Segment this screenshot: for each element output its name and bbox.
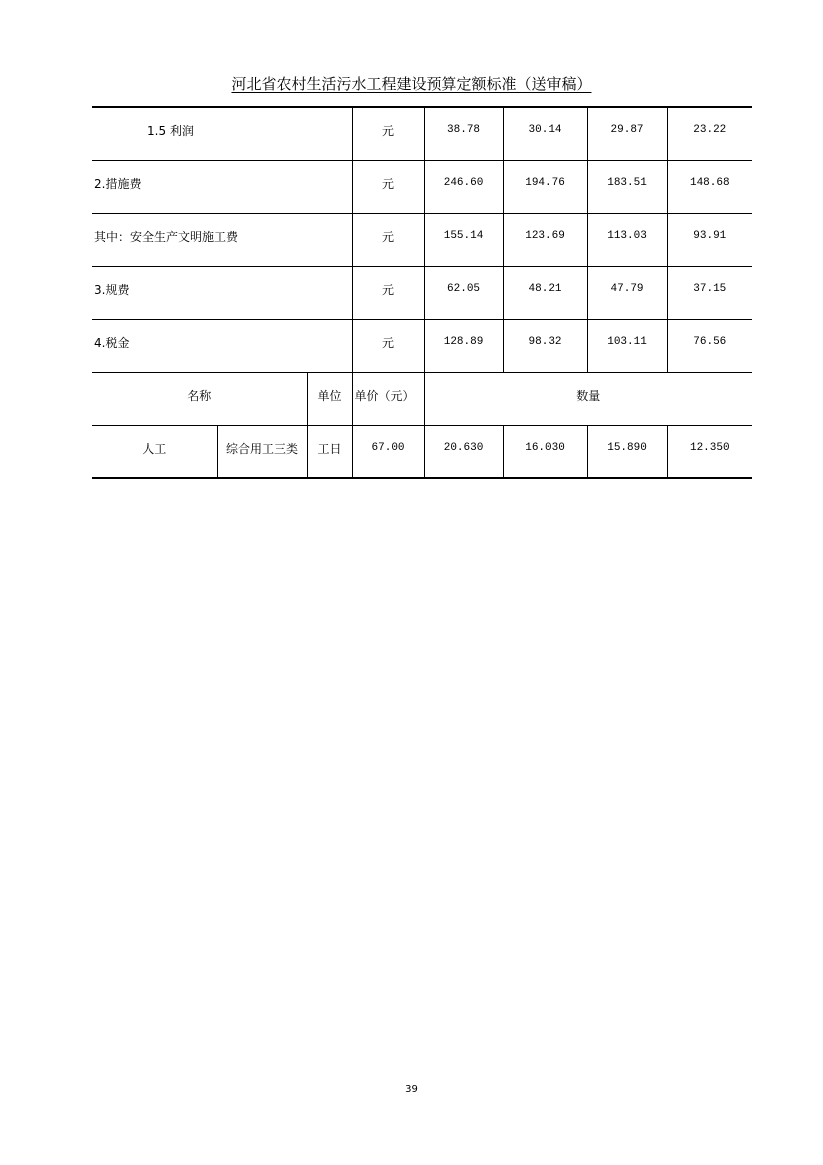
labor-item: 综合用工三类 [217, 425, 307, 478]
labor-category: 人工 [92, 425, 217, 478]
fee-unit: 元 [352, 266, 424, 319]
fee-value: 128.89 [424, 319, 503, 372]
table-row [92, 319, 752, 372]
fee-value: 47.79 [587, 266, 667, 319]
table-header-row [92, 372, 752, 425]
header-price: 单价（元） [352, 372, 424, 425]
fee-name: 其中：安全生产文明施工费 [92, 213, 352, 266]
fee-value: 30.14 [503, 107, 587, 160]
fee-value: 29.87 [587, 107, 667, 160]
fee-value: 194.76 [503, 160, 587, 213]
labor-qty: 15.890 [587, 425, 667, 478]
quota-table [92, 106, 752, 479]
fee-value: 62.05 [424, 266, 503, 319]
fee-value: 246.60 [424, 160, 503, 213]
table-row [92, 266, 752, 319]
fee-value: 37.15 [667, 266, 752, 319]
labor-qty: 16.030 [503, 425, 587, 478]
labor-qty: 12.350 [667, 425, 752, 478]
fee-value: 98.32 [503, 319, 587, 372]
fee-value: 93.91 [667, 213, 752, 266]
table-row [92, 107, 752, 160]
header-name: 名称 [92, 372, 307, 425]
table-row-labor [92, 425, 752, 478]
header-quantity: 数量 [424, 372, 752, 425]
labor-unit: 工日 [307, 425, 352, 478]
fee-name: 1.5 利润 [92, 107, 352, 160]
fee-value: 103.11 [587, 319, 667, 372]
fee-unit: 元 [352, 319, 424, 372]
fee-value: 183.51 [587, 160, 667, 213]
fee-value: 113.03 [587, 213, 667, 266]
fee-value: 48.21 [503, 266, 587, 319]
fee-name: 4.税金 [92, 319, 352, 372]
labor-qty: 20.630 [424, 425, 503, 478]
fee-value: 38.78 [424, 107, 503, 160]
fee-unit: 元 [352, 160, 424, 213]
document-title [0, 73, 823, 94]
page-number: 39 [405, 1084, 418, 1095]
fee-name: 3.规费 [92, 266, 352, 319]
fee-value: 155.14 [424, 213, 503, 266]
document-title-text: 河北省农村生活污水工程建设预算定额标准（送审稿） [231, 75, 592, 93]
fee-value: 76.56 [667, 319, 752, 372]
labor-price: 67.00 [352, 425, 424, 478]
table-row [92, 213, 752, 266]
header-unit: 单位 [307, 372, 352, 425]
fee-name: 2.措施费 [92, 160, 352, 213]
fee-value: 23.22 [667, 107, 752, 160]
table-row [92, 160, 752, 213]
fee-value: 148.68 [667, 160, 752, 213]
fee-value: 123.69 [503, 213, 587, 266]
fee-unit: 元 [352, 107, 424, 160]
fee-unit: 元 [352, 213, 424, 266]
